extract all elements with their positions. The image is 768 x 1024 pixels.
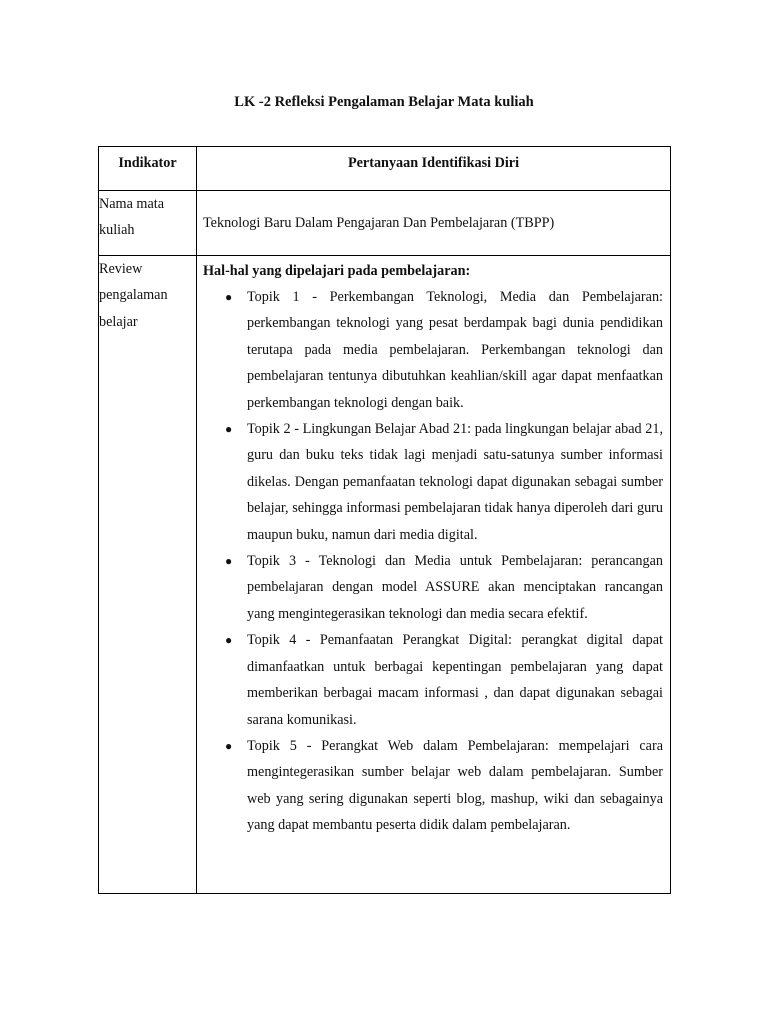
bullet-icon: ● bbox=[225, 633, 233, 648]
topic-text: Topik 5 - Perangkat Web dalam Pembelajaran: mempelajari cara mengintegerasikan sumber belajar web dalam pembelajaran. Sumber web yang sering digunakan seperti blog, mashup, wiki dan sebagainya yang dapat membantu peserta didik dalam pembelajaran. bbox=[247, 737, 663, 834]
topic-text: Topik 1 - Perkembangan Teknologi, Media dan Pembelajaran: perkembangan teknologi yang pesat berdampak bagi dunia pendidikan terutapa pada media pembelajaran. Perkembangan teknologi dan pembelajaran tentunya dibutuhkan keahlian/skill agar dapat menfaatkan perkembangan teknologi dengan baik. bbox=[247, 289, 663, 411]
list-item bbox=[203, 416, 663, 548]
header-indikator-label: Indikator bbox=[118, 155, 177, 171]
header-pertanyaan bbox=[197, 147, 671, 191]
header-pertanyaan-label: Pertanyaan Identifikasi Diri bbox=[347, 155, 520, 171]
table-row-course bbox=[99, 191, 671, 256]
topic-text: Topik 3 - Teknologi dan Media untuk Pembelajaran: perancangan pembelajaran dengan model ASSURE akan menciptakan rancangan yang mengintegerasikan teknologi dan media secara efektif. bbox=[247, 553, 663, 622]
topic-list bbox=[203, 284, 663, 839]
topic-text: Topik 2 - Lingkungan Belajar Abad 21: pada lingkungan belajar abad 21, guru dan buku teks tidak lagi menjadi satu-satunya sumber informasi dikelas. Dengan pemanfaatan teknologi dapat digunakan sebagai sumber belajar, sehingga informasi pembelajaran tidak hanya diperoleh dari guru maupun buku, namun dari media digital. bbox=[247, 421, 663, 543]
bullet-icon: ● bbox=[225, 738, 233, 753]
table-row-review bbox=[99, 256, 671, 894]
bullet-icon: ● bbox=[225, 422, 233, 437]
course-value: Teknologi Baru Dalam Pengajaran Dan Pembelajaran (TBPP) bbox=[197, 191, 671, 256]
table-header-row bbox=[99, 147, 671, 191]
list-item bbox=[203, 284, 663, 416]
bullet-icon: ● bbox=[225, 290, 233, 304]
reflection-table bbox=[98, 146, 671, 894]
list-item bbox=[203, 548, 663, 627]
review-heading: Hal-hal yang dipelajari pada pembelajaran: bbox=[203, 263, 471, 279]
document-title: LK -2 Refleksi Pengalaman Belajar Mata kuliah bbox=[234, 94, 534, 110]
review-content bbox=[197, 256, 671, 894]
bullet-icon: ● bbox=[225, 554, 233, 569]
topic-text: Topik 4 - Pemanfaatan Perangkat Digital: perangkat digital dapat dimanfaatkan untuk berbagai kepentingan pembelajaran yang dapat memberikan berbagai macam informasi , dan dapat digunakan sebagai sarana komunikasi. bbox=[247, 632, 663, 728]
header-indikator bbox=[99, 147, 197, 191]
review-label: Review pengalaman belajar bbox=[99, 256, 197, 894]
list-item bbox=[203, 733, 663, 839]
course-label: Nama mata kuliah bbox=[99, 191, 197, 256]
list-item bbox=[203, 627, 663, 733]
